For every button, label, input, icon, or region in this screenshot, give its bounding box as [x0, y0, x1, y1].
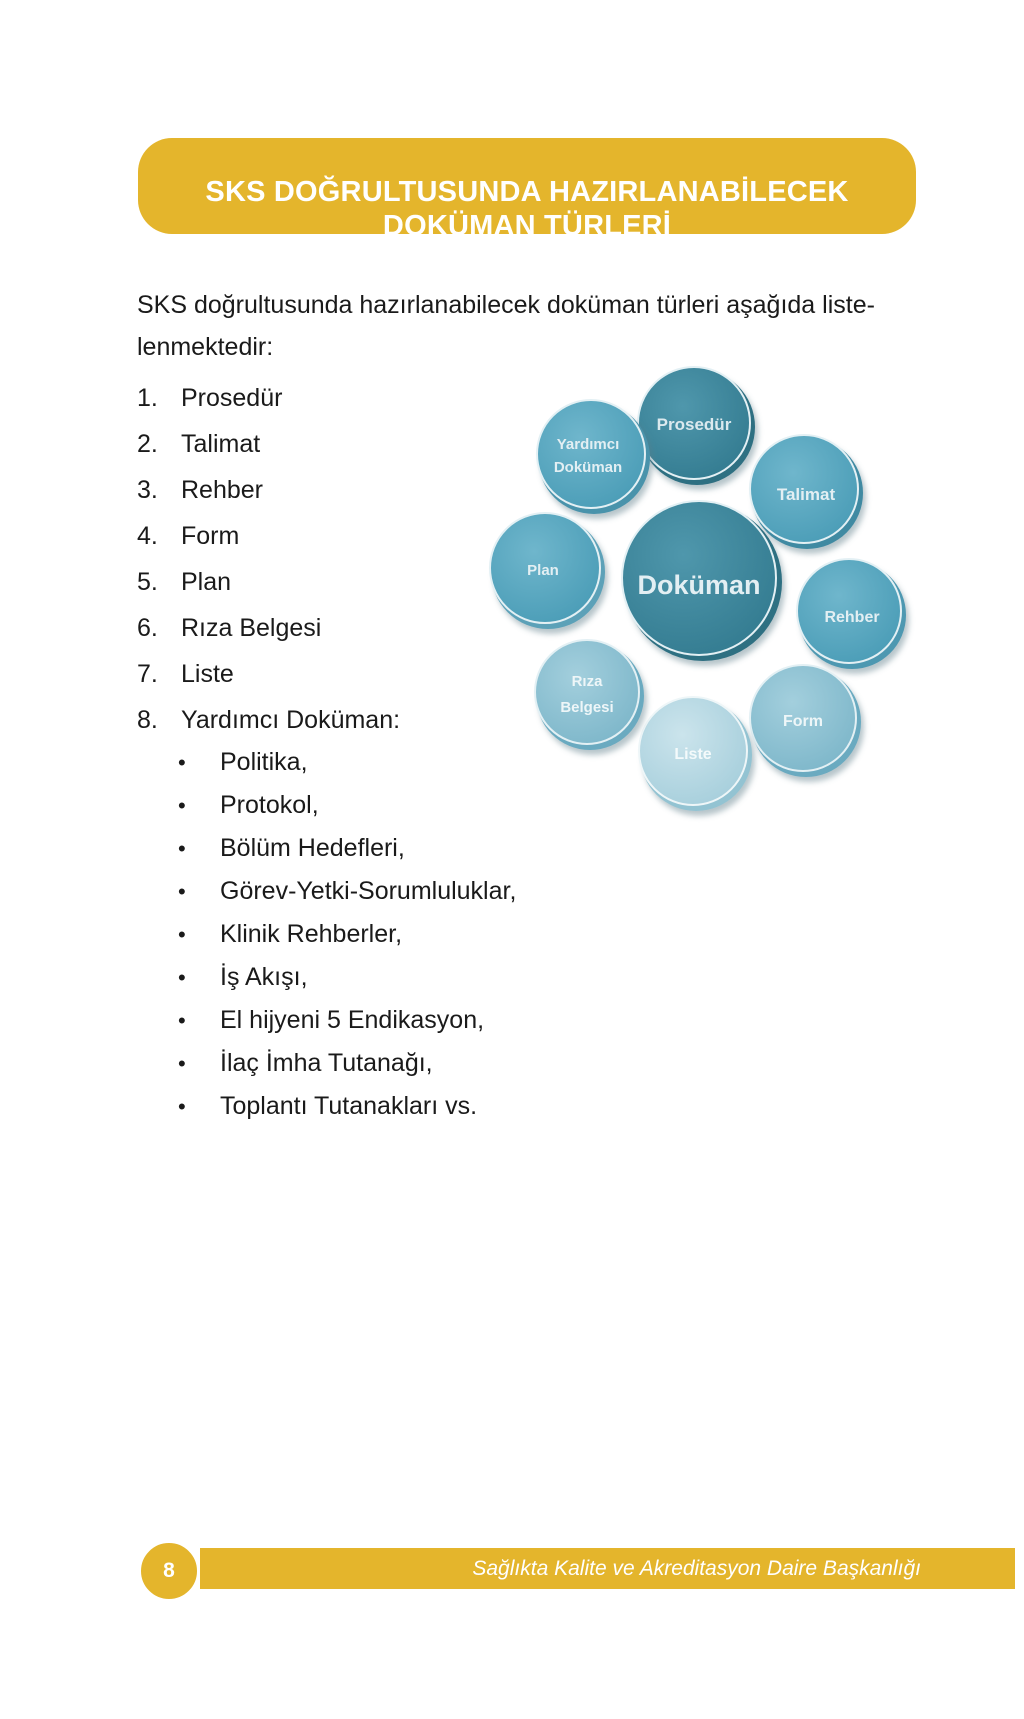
list-label: Rıza Belgesi [181, 614, 322, 642]
list-number: 5. [137, 568, 158, 596]
node-label: Talimat [776, 485, 836, 504]
list-number: 6. [137, 614, 158, 642]
bullet-icon: • [178, 922, 186, 947]
bullet-item [178, 1087, 516, 1130]
bullet-icon: • [178, 965, 186, 990]
bullet-label: Toplantı Tutanakları vs. [220, 1092, 478, 1120]
intro-line-1: SKS doğrultusunda hazırlanabilecek doküman türleri aşağıda liste- [137, 291, 875, 319]
node-label: Yardımcı [556, 436, 620, 453]
bullet-item [178, 786, 516, 829]
list-label: Plan [181, 568, 232, 596]
list-number: 4. [137, 522, 158, 550]
bullet-label: Klinik Rehberler, [220, 920, 403, 948]
node-label: Belgesi [560, 699, 614, 716]
bullet-item [178, 872, 516, 915]
bullet-icon: • [178, 1008, 186, 1033]
bullet-icon: • [178, 1051, 186, 1076]
node-label: Rıza [571, 673, 603, 690]
bullet-item [178, 915, 516, 958]
list-item [137, 424, 400, 470]
list-number: 2. [137, 430, 158, 458]
bullet-label: Görev-Yetki-Sorumluluklar, [220, 877, 517, 905]
node-prosedur [638, 367, 755, 485]
node-rehber [797, 559, 906, 669]
list-item [137, 700, 400, 746]
list-number: 3. [137, 476, 158, 504]
list-label: Rehber [181, 476, 263, 504]
node-label: Rehber [824, 609, 880, 626]
node-label: Liste [674, 746, 712, 763]
list-item [137, 378, 400, 424]
node-liste [639, 697, 752, 811]
bullet-item [178, 958, 516, 1001]
page-number: 8 [163, 1559, 175, 1582]
bullet-label: İş Akışı, [220, 963, 308, 991]
list-label: Prosedür [181, 384, 283, 412]
bullet-label: İlaç İmha Tutanağı, [220, 1049, 433, 1077]
bullet-item [178, 743, 516, 786]
list-label: Talimat [181, 430, 261, 458]
bullet-label: Politika, [220, 748, 308, 776]
node-label: Form [783, 713, 823, 730]
list-label: Liste [181, 660, 234, 688]
node-plan [490, 513, 605, 629]
list-label: Yardımcı Doküman: [181, 706, 401, 734]
node-center-dokuman [622, 501, 782, 661]
node-label: Doküman [553, 459, 623, 476]
center-label: Doküman [637, 570, 761, 600]
bullet-icon: • [178, 879, 186, 904]
list-item [137, 562, 400, 608]
bullet-icon: • [178, 1094, 186, 1119]
list-label: Form [181, 522, 240, 550]
page-title: SKS DOĞRULTUSUNDA HAZIRLANABİLECEK DOKÜMAN TÜRLERİ [205, 176, 849, 234]
intro-line-2: lenmektedir: [137, 333, 274, 361]
node-form [750, 665, 861, 777]
list-item [137, 470, 400, 516]
list-number: 1. [137, 384, 158, 412]
document-types-list [137, 378, 400, 746]
bullet-icon: • [178, 750, 186, 775]
list-number: 7. [137, 660, 158, 688]
bullet-item [178, 1001, 516, 1044]
list-item [137, 516, 400, 562]
footer-band [200, 1548, 1015, 1589]
list-number: 8. [137, 706, 158, 734]
bullet-label: Bölüm Hedefleri, [220, 834, 405, 862]
list-item [137, 608, 400, 654]
node-label: Prosedür [656, 415, 732, 434]
page-number-badge [138, 1540, 200, 1602]
node-yardimci-dokuman [537, 400, 650, 514]
bullet-icon: • [178, 836, 186, 861]
node-label: Plan [527, 562, 559, 579]
node-riza-belgesi [535, 640, 644, 750]
bullet-item [178, 1044, 516, 1087]
list-item [137, 654, 400, 700]
footer-text: Sağlıkta Kalite ve Akreditasyon Daire Başkanlığı [472, 1557, 921, 1580]
node-talimat [750, 435, 863, 549]
auxiliary-documents-list [178, 743, 516, 1130]
bullet-icon: • [178, 793, 186, 818]
document-types-diagram [470, 350, 930, 830]
bullet-item [178, 829, 516, 872]
title-banner [138, 138, 916, 234]
bullet-label: Protokol, [220, 791, 319, 819]
bullet-label: El hijyeni 5 Endikasyon, [220, 1006, 485, 1034]
